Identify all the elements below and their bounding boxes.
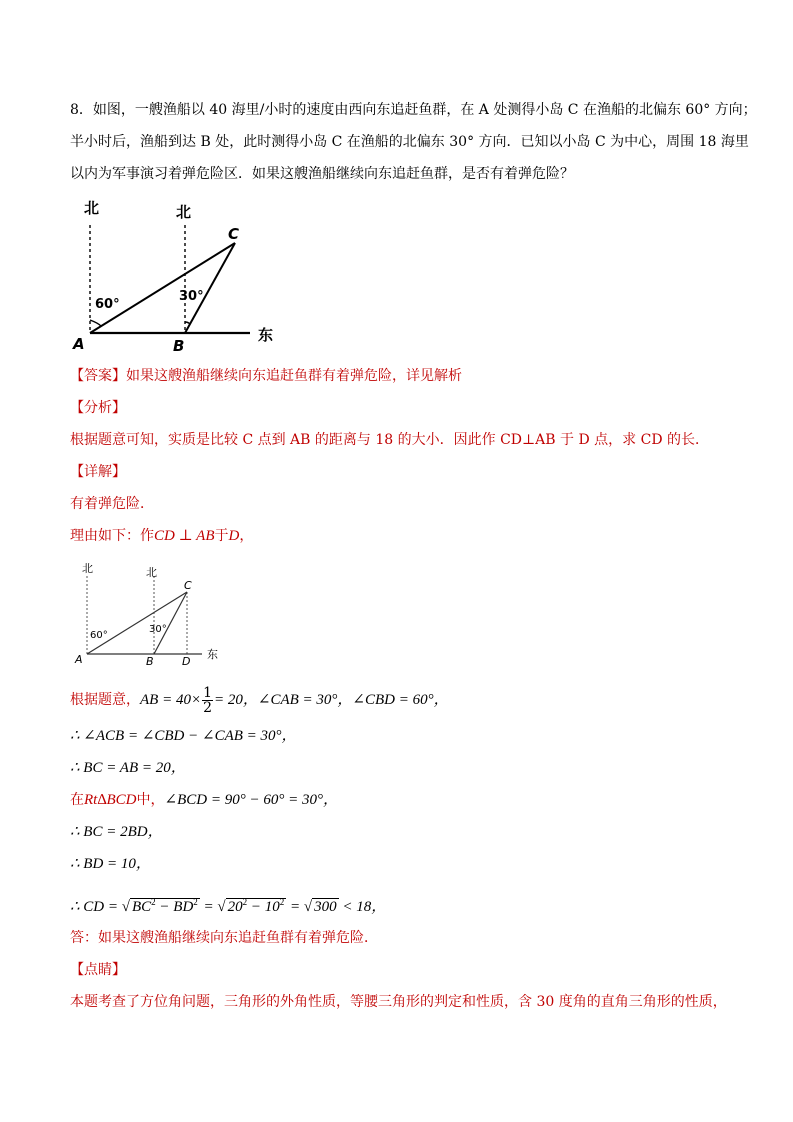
point-c-label: C <box>228 225 240 243</box>
sqrt-1 <box>130 898 200 915</box>
detail-mid: 于 <box>214 528 229 544</box>
point-b-label-2: B <box>146 655 154 668</box>
figure-2 <box>70 558 230 668</box>
segment-ac-2 <box>87 592 187 654</box>
north-label-b-2: 北 <box>146 566 157 579</box>
question-line-2: 半小时后，渔船到达 B 处，此时测得小岛 C 在渔船的北偏东 30° 方向．已知以小岛 C 为中心，周围 18 海里 <box>70 134 749 150</box>
comment-text: 本题考查了方位角问题，三角形的外角性质，等腰三角形的判定和性质，含 30 度角的直角三角形的性质， <box>70 994 727 1010</box>
step-1-prefix: 根据题意， <box>70 692 140 708</box>
detail-line-2 <box>70 526 253 546</box>
step-7-f: = <box>199 899 218 915</box>
point-c-label-2: C <box>184 579 192 592</box>
detail-end: ， <box>239 528 254 544</box>
question-line-3: 以内为军事演习着弹危险区．如果这艘渔船继续向东追赶鱼群，是否有着弹危险？ <box>70 166 574 182</box>
step-7-i: − 10 <box>247 899 280 915</box>
angle-label-30-2: 30° <box>149 624 167 635</box>
point-b-label: B <box>173 337 185 355</box>
step-4-rest: ∠BCD = 90° − 60° = 30°， <box>164 792 338 808</box>
analysis-text: 根据题意可知，实质是比较 C 点到 AB 的距离与 18 的大小．因此作 CD⊥AB 于 D 点，求 CD 的长． <box>70 432 709 448</box>
segment-bc-2 <box>154 592 187 654</box>
step-4-prefix: 在 <box>70 792 84 808</box>
step-1 <box>70 684 449 716</box>
north-label-a: 北 <box>84 199 100 217</box>
fraction-denominator: 2 <box>203 699 212 716</box>
step-4-mid: 中， <box>136 792 165 808</box>
east-label: 东 <box>258 326 274 344</box>
angle-arc-a <box>90 320 101 326</box>
step-7: ∴ CD = √ $BC^2 - BD^2$ = √ $20^2 - 10^2$ = √ 300 < 18， <box>70 897 387 915</box>
figure-1 <box>70 195 290 355</box>
step-7-l: 300 <box>314 899 337 915</box>
detail-line-1: 有着弹危险． <box>70 496 154 512</box>
north-label-b: 北 <box>176 203 192 221</box>
angle-label-30: 30° <box>179 289 204 304</box>
segment-bc <box>185 243 235 333</box>
point-a-label: A <box>73 335 85 353</box>
step-7-e: 2 <box>193 897 198 907</box>
step-7-g: 20 <box>227 899 243 915</box>
conclusion: 答：如果这艘渔船继续向东追赶鱼群有着弹危险． <box>70 930 378 946</box>
east-label-2: 东 <box>207 648 218 661</box>
angle-label-60: 60° <box>95 297 120 312</box>
sqrt-2 <box>226 898 287 915</box>
point-a-label-2: A <box>75 653 83 666</box>
step-1-ab: AB = 40× <box>140 692 202 708</box>
step-3: ∴ BC = AB = 20， <box>70 760 186 776</box>
answer-tag: 【答案】 <box>70 368 126 384</box>
step-7-c: 2 <box>151 897 156 907</box>
detail-tag: 【详解】 <box>70 464 126 480</box>
step-7-h: 2 <box>242 897 248 907</box>
step-7-b: BC <box>132 899 152 915</box>
fraction-numerator: 1 <box>203 684 212 701</box>
angle-label-60-2: 60° <box>90 630 108 641</box>
step-1-rest: = 20，∠CAB = 30°，∠CBD = 60°， <box>214 692 449 708</box>
step-2: ∴ ∠ACB = ∠CBD − ∠CAB = 30°， <box>70 728 297 744</box>
angle-arc-b <box>185 322 190 324</box>
detail-prefix: 理由如下：作 <box>70 528 154 544</box>
north-label-a-2: 北 <box>82 562 93 575</box>
step-7-a: ∴ CD = <box>70 899 122 915</box>
answer-line <box>70 366 462 386</box>
segment-ac <box>90 243 235 333</box>
step-7-m: < 18， <box>338 899 387 915</box>
comment-tag: 【点睛】 <box>70 962 126 978</box>
analysis-tag: 【分析】 <box>70 400 126 416</box>
point-d-label-2: D <box>182 655 191 668</box>
step-4-triangle: Rt∆BCD <box>84 792 137 808</box>
step-4 <box>70 790 338 810</box>
step-5: ∴ BC = 2BD， <box>70 824 163 840</box>
step-6: ∴ BD = 10， <box>70 856 151 872</box>
step-7-j: 2 <box>279 897 285 907</box>
detail-math: CD ⊥ AB <box>154 528 215 544</box>
step-7-d: − BD <box>155 899 194 915</box>
step-7-k: = <box>286 899 304 915</box>
detail-d: D <box>228 528 240 544</box>
fraction-half <box>202 686 213 715</box>
question-line-1: 8．如图，一艘渔船以 40 海里/小时的速度由西向东追赶鱼群，在 A 处测得小岛 C 在渔船的北偏东 60° 方向； <box>70 102 757 118</box>
sqrt-3 <box>312 898 339 915</box>
answer-text: 如果这艘渔船继续向东追赶鱼群有着弹危险，详见解析 <box>126 368 462 384</box>
